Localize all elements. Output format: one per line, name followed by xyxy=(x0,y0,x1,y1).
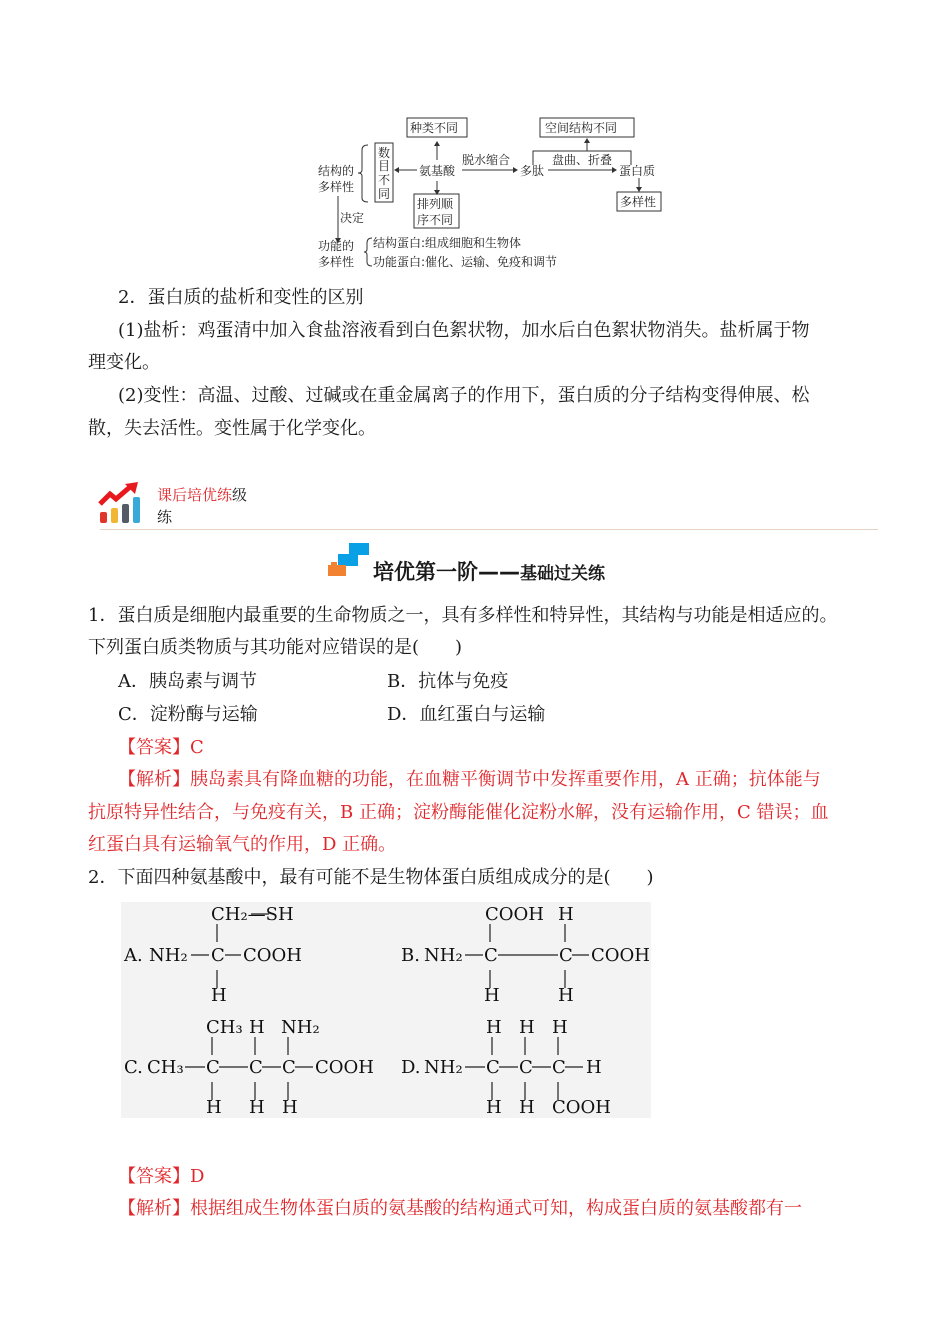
structure-d-atom: H xyxy=(586,1057,602,1078)
structure-c-atom: H xyxy=(249,1017,265,1038)
structure-d-atom: NH₂ xyxy=(424,1057,463,1078)
q1-stem: 下列蛋白质类物质与其功能对应错误的是( ) xyxy=(88,637,463,658)
diagram-number: 不 xyxy=(378,173,391,187)
diagram-amino: 氨基酸 xyxy=(419,164,456,178)
structure-d-atom: C xyxy=(552,1057,566,1078)
banner-title-red: 课后培优练 xyxy=(157,486,233,504)
structure-d-atom: H xyxy=(486,1017,502,1038)
stage-title-dash: —— xyxy=(478,560,520,584)
structure-d-atom: H xyxy=(552,1017,568,1038)
structure-d-atom: C xyxy=(486,1057,500,1078)
structure-b-atom: H xyxy=(558,904,574,925)
structure-d-atom: H xyxy=(486,1097,502,1118)
banner-title-black: 级 xyxy=(232,486,248,504)
q2-analysis: 【解析】根据组成生物体蛋白质的氨基酸的结构通式可知，构成蛋白质的氨基酸都有一 xyxy=(118,1198,802,1219)
salting-out-text: (1)盐析：鸡蛋清中加入食盐溶液看到白色絮状物，加水后白色絮状物消失。盐析属于物 xyxy=(118,320,810,341)
q1-analysis: 红蛋白具有运输氧气的作用，D 正确。 xyxy=(88,834,397,855)
structure-a-atom: H xyxy=(211,985,227,1006)
chart-growth-icon xyxy=(98,482,144,524)
structure-b-atom: H xyxy=(558,985,574,1006)
stage-title-main: 培优第一阶 xyxy=(373,560,478,584)
diagram-order: 排列顺 xyxy=(417,197,454,211)
banner-title xyxy=(157,484,247,505)
protein-concept-diagram xyxy=(0,0,950,280)
diagram-order: 序不同 xyxy=(417,213,454,227)
structure-c-atom: NH₂ xyxy=(281,1017,320,1038)
q1-analysis: 抗原特异性结合，与免疫有关，B 正确；淀粉酶能催化淀粉水解，没有运输作用，C 错误；血 xyxy=(88,802,829,823)
diagram-struct-protein: 结构蛋白:组成细胞和生物体 xyxy=(373,236,522,250)
structure-a-atom: CH₂—SH xyxy=(211,904,294,925)
diagram-decide: 决定 xyxy=(340,211,365,225)
diagram-number: 目 xyxy=(378,159,391,173)
diagram-struct-diversity: 多样性 xyxy=(318,180,355,194)
diagram-number: 数 xyxy=(378,146,391,160)
stage-title xyxy=(373,556,605,586)
q2-answer: 【答案】D xyxy=(118,1166,205,1187)
structure-d-atom: H xyxy=(519,1097,535,1118)
stage-title-sub: 基础过关练 xyxy=(520,564,605,584)
diagram-kinds: 种类不同 xyxy=(410,121,459,135)
structure-c-atom: H xyxy=(206,1097,222,1118)
denaturation-text: 散，失去活性。变性属于化学变化。 xyxy=(88,418,376,439)
structure-c-atom: CH₃ xyxy=(206,1017,243,1038)
diagram-func-diversity: 功能的 xyxy=(318,239,355,253)
diagram-protein: 蛋白质 xyxy=(619,164,656,178)
diagram-peptide: 多肽 xyxy=(520,164,545,178)
diagram-space: 空间结构不同 xyxy=(545,121,618,135)
structure-d-atom: C xyxy=(519,1057,533,1078)
structure-a-atom: C xyxy=(211,945,225,966)
diagram-diversity: 多样性 xyxy=(620,195,657,209)
banner-title-line2: 练 xyxy=(157,508,173,526)
diagram-func-diversity: 多样性 xyxy=(318,255,355,269)
structure-d-atom: COOH xyxy=(552,1097,611,1118)
structure-d-atom: H xyxy=(519,1017,535,1038)
structure-b-atom: C xyxy=(559,945,573,966)
amino-acid-structures xyxy=(121,902,651,1118)
diagram-dehydrate: 脱水缩合 xyxy=(462,153,511,167)
structure-b-atom: NH₂ xyxy=(424,945,463,966)
diagram-fold: 盘曲、折叠 xyxy=(552,153,613,167)
structure-b-atom: H xyxy=(484,985,500,1006)
structure-c-atom: C xyxy=(282,1057,296,1078)
structure-c-atom: H xyxy=(249,1097,265,1118)
structure-c-atom: CH₃ xyxy=(147,1057,184,1078)
structure-b-atom: COOH xyxy=(591,945,650,966)
salting-out-text: 理变化。 xyxy=(88,352,160,373)
structure-a-label: A. xyxy=(124,945,143,966)
q2-stem: 2．下面四种氨基酸中，最有可能不是生物体蛋白质组成成分的是( ) xyxy=(88,867,654,888)
structure-a-atom: COOH xyxy=(243,945,302,966)
structure-c-atom: C xyxy=(249,1057,263,1078)
q1-option-a: A．胰岛素与调节 xyxy=(118,671,257,692)
diagram-struct-diversity: 结构的 xyxy=(318,164,355,178)
structure-c-atom: COOH xyxy=(315,1057,374,1078)
q1-analysis: 【解析】胰岛素具有降血糖的功能，在血糖平衡调节中发挥重要作用，A 正确；抗体能与 xyxy=(118,769,821,790)
q1-option-c: C．淀粉酶与运输 xyxy=(118,704,258,725)
stairs-icon xyxy=(328,543,370,577)
structure-a-atom: NH₂ xyxy=(149,945,188,966)
structure-c-atom: C xyxy=(206,1057,220,1078)
structure-c-label: C. xyxy=(124,1057,143,1078)
structure-c-atom: H xyxy=(282,1097,298,1118)
structure-b-atom: COOH xyxy=(485,904,544,925)
structure-d-label: D. xyxy=(401,1057,421,1078)
q1-option-b: B．抗体与免疫 xyxy=(387,671,509,692)
q1-answer: 【答案】C xyxy=(118,737,204,758)
structure-b-label: B. xyxy=(401,945,420,966)
structure-b-atom: C xyxy=(484,945,498,966)
section-title: 2．蛋白质的盐析和变性的区别 xyxy=(118,287,364,308)
diagram-number: 同 xyxy=(378,187,391,201)
q1-stem: 1．蛋白质是细胞内最重要的生命物质之一，具有多样性和特异性，其结构与功能是相适应的。 xyxy=(88,605,838,626)
denaturation-text: (2)变性：高温、过酸、过碱或在重金属离子的作用下，蛋白质的分子结构变得伸展、松 xyxy=(118,385,810,406)
banner-divider xyxy=(100,529,878,530)
diagram-func-protein: 功能蛋白:催化、运输、免疫和调节 xyxy=(373,255,558,269)
q1-option-d: D．血红蛋白与运输 xyxy=(387,704,546,725)
